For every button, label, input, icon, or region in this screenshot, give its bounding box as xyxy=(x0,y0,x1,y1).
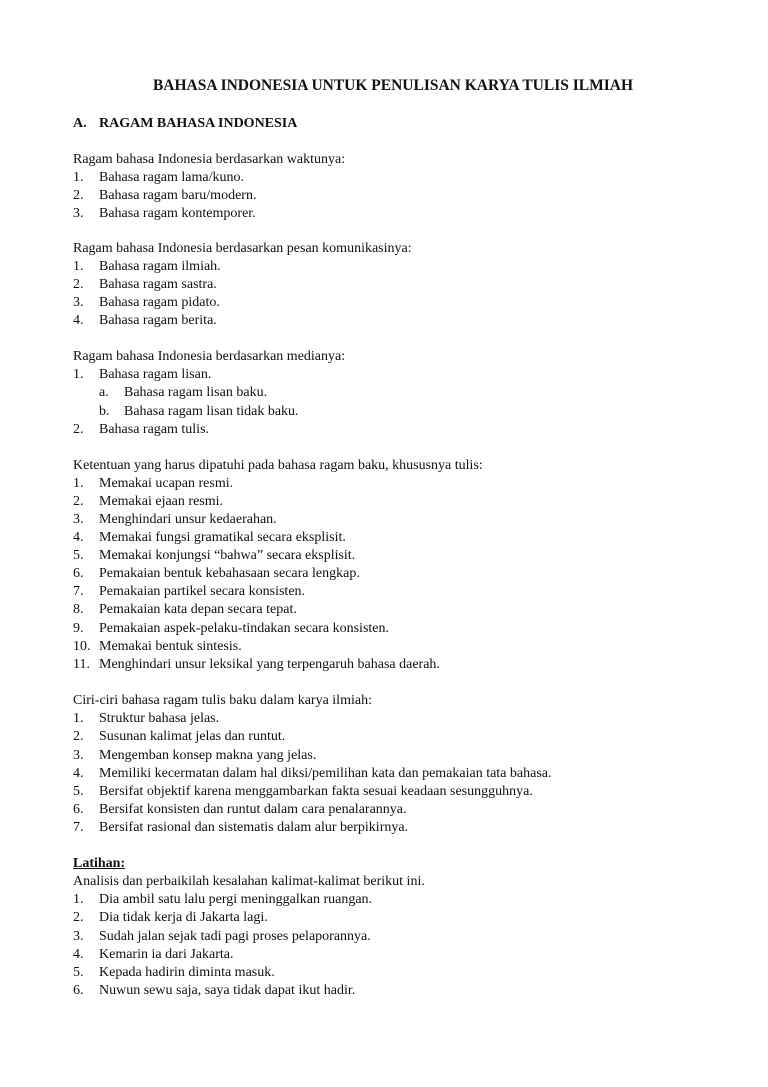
list-subitem xyxy=(99,403,299,421)
list-number: 3. xyxy=(73,206,84,221)
list-number: 7. xyxy=(73,584,84,599)
list-text: Bahasa ragam kontemporer. xyxy=(99,206,256,221)
list-text: Pemakaian kata depan secara tepat. xyxy=(99,602,297,617)
list-item xyxy=(73,728,285,746)
list-number: 5. xyxy=(73,965,84,980)
list-text: Memakai bentuk sintesis. xyxy=(99,639,242,654)
list-item xyxy=(73,294,220,312)
list-text: Dia ambil satu lalu pergi meninggalkan ruangan. xyxy=(99,892,373,907)
list-item xyxy=(73,169,244,187)
list-text: Bahasa ragam lisan. xyxy=(99,367,212,382)
list-number: 2. xyxy=(73,494,84,509)
section-label: RAGAM BAHASA INDONESIA xyxy=(99,116,298,131)
list-number: 7. xyxy=(73,820,84,835)
list-text: Sudah jalan sejak tadi pagi proses pelaporannya. xyxy=(99,929,371,944)
list-text: Bersifat konsisten dan runtut dalam cara penalarannya. xyxy=(99,802,407,817)
list-item xyxy=(73,801,407,819)
list-letter: b. xyxy=(99,404,110,419)
list-text: Bersifat objektif karena menggambarkan fakta sesuai keadaan sesungguhnya. xyxy=(99,784,533,799)
page-title: BAHASA INDONESIA UNTUK PENULISAN KARYA TULIS ILMIAH xyxy=(152,77,634,94)
list-item xyxy=(73,547,355,565)
list-item xyxy=(73,783,533,801)
paragraph-pesan-intro: Ragam bahasa Indonesia berdasarkan pesan komunikasinya: xyxy=(73,241,412,256)
list-text: Bahasa ragam sastra. xyxy=(99,277,217,292)
list-item xyxy=(73,656,440,674)
list-item xyxy=(73,946,234,964)
list-number: 2. xyxy=(73,729,84,744)
list-item xyxy=(73,187,256,205)
section-letter: A. xyxy=(73,116,87,131)
list-text: Memakai fungsi gramatikal secara eksplisit. xyxy=(99,530,346,545)
list-item xyxy=(73,511,277,529)
paragraph-ciri-intro: Ciri-ciri bahasa ragam tulis baku dalam karya ilmiah: xyxy=(73,693,372,708)
list-item xyxy=(73,819,408,837)
list-item xyxy=(73,601,297,619)
list-text: Dia tidak kerja di Jakarta lagi. xyxy=(99,910,268,925)
list-text: Pemakaian bentuk kebahasaan secara lengkap. xyxy=(99,566,360,581)
paragraph-media-intro: Ragam bahasa Indonesia berdasarkan medianya: xyxy=(73,349,346,364)
list-item xyxy=(73,909,268,927)
paragraph-waktu-intro: Ragam bahasa Indonesia berdasarkan waktunya: xyxy=(73,152,346,167)
list-text: Bahasa ragam lama/kuno. xyxy=(99,170,245,185)
list-item xyxy=(73,747,316,765)
list-number: 4. xyxy=(73,530,84,545)
list-letter: a. xyxy=(99,385,109,400)
list-text: Memakai konjungsi “bahwa” secara eksplisit. xyxy=(99,548,356,563)
list-number: 6. xyxy=(73,802,84,817)
list-text: Menghindari unsur kedaerahan. xyxy=(99,512,277,527)
list-text: Bahasa ragam tulis. xyxy=(99,422,210,437)
list-text: Pemakaian partikel secara konsisten. xyxy=(99,584,306,599)
list-number: 1. xyxy=(73,711,84,726)
list-number: 4. xyxy=(73,313,84,328)
list-item xyxy=(73,891,372,909)
list-number: 2. xyxy=(73,910,84,925)
list-text: Bahasa ragam baru/modern. xyxy=(99,188,257,203)
list-item xyxy=(73,583,305,601)
list-item xyxy=(73,620,389,638)
list-text: Bahasa ragam berita. xyxy=(99,313,217,328)
list-number: 4. xyxy=(73,766,84,781)
list-number: 10. xyxy=(73,639,91,654)
section-heading xyxy=(73,115,297,133)
list-text: Bahasa ragam lisan tidak baku. xyxy=(124,404,299,419)
list-item xyxy=(73,493,223,511)
list-item xyxy=(73,982,355,1000)
list-item xyxy=(73,312,217,330)
list-item xyxy=(73,928,371,946)
list-number: 8. xyxy=(73,602,84,617)
list-text: Kemarin ia dari Jakarta. xyxy=(99,947,234,962)
paragraph-latihan-intro: Analisis dan perbaikilah kesalahan kalimat-kalimat berikut ini. xyxy=(73,874,425,889)
list-item xyxy=(73,765,552,783)
list-item xyxy=(73,565,360,583)
list-number: 3. xyxy=(73,295,84,310)
list-item xyxy=(73,710,219,728)
list-number: 1. xyxy=(73,170,84,185)
list-item xyxy=(73,475,233,493)
list-text: Susunan kalimat jelas dan runtut. xyxy=(99,729,286,744)
list-item xyxy=(73,276,217,294)
list-number: 11. xyxy=(73,657,90,672)
list-number: 9. xyxy=(73,621,84,636)
list-text: Memakai ejaan resmi. xyxy=(99,494,224,509)
list-number: 6. xyxy=(73,566,84,581)
list-subitem xyxy=(99,384,267,402)
list-item xyxy=(73,205,256,223)
list-text: Bahasa ragam pidato. xyxy=(99,295,220,310)
list-number: 3. xyxy=(73,929,84,944)
list-item xyxy=(73,258,221,276)
list-text: Memakai ucapan resmi. xyxy=(99,476,234,491)
list-number: 6. xyxy=(73,983,84,998)
list-item xyxy=(73,366,211,384)
list-text: Nuwun sewu saja, saya tidak dapat ikut hadir. xyxy=(99,983,356,998)
list-item xyxy=(73,421,209,439)
list-text: Bahasa ragam ilmiah. xyxy=(99,259,221,274)
list-number: 1. xyxy=(73,259,84,274)
list-number: 2. xyxy=(73,422,84,437)
latihan-heading: Latihan: xyxy=(73,856,126,871)
list-number: 1. xyxy=(73,476,84,491)
list-item xyxy=(73,529,346,547)
list-text: Struktur bahasa jelas. xyxy=(99,711,220,726)
paragraph-ketentuan-intro: Ketentuan yang harus dipatuhi pada bahasa ragam baku, khususnya tulis: xyxy=(73,458,483,473)
list-text: Bahasa ragam lisan baku. xyxy=(124,385,268,400)
list-number: 3. xyxy=(73,748,84,763)
list-number: 2. xyxy=(73,188,84,203)
list-number: 2. xyxy=(73,277,84,292)
list-text: Mengemban konsep makna yang jelas. xyxy=(99,748,317,763)
list-number: 5. xyxy=(73,548,84,563)
list-number: 5. xyxy=(73,784,84,799)
list-text: Bersifat rasional dan sistematis dalam alur berpikirnya. xyxy=(99,820,409,835)
list-number: 1. xyxy=(73,892,84,907)
list-text: Kepada hadirin diminta masuk. xyxy=(99,965,275,980)
list-text: Pemakaian aspek-pelaku-tindakan secara konsisten. xyxy=(99,621,390,636)
list-item xyxy=(73,638,242,656)
list-text: Memiliki kecermatan dalam hal diksi/pemilihan kata dan pemakaian tata bahasa. xyxy=(99,766,552,781)
list-text: Menghindari unsur leksikal yang terpengaruh bahasa daerah. xyxy=(99,657,440,672)
list-item xyxy=(73,964,275,982)
list-number: 3. xyxy=(73,512,84,527)
list-number: 4. xyxy=(73,947,84,962)
list-number: 1. xyxy=(73,367,84,382)
